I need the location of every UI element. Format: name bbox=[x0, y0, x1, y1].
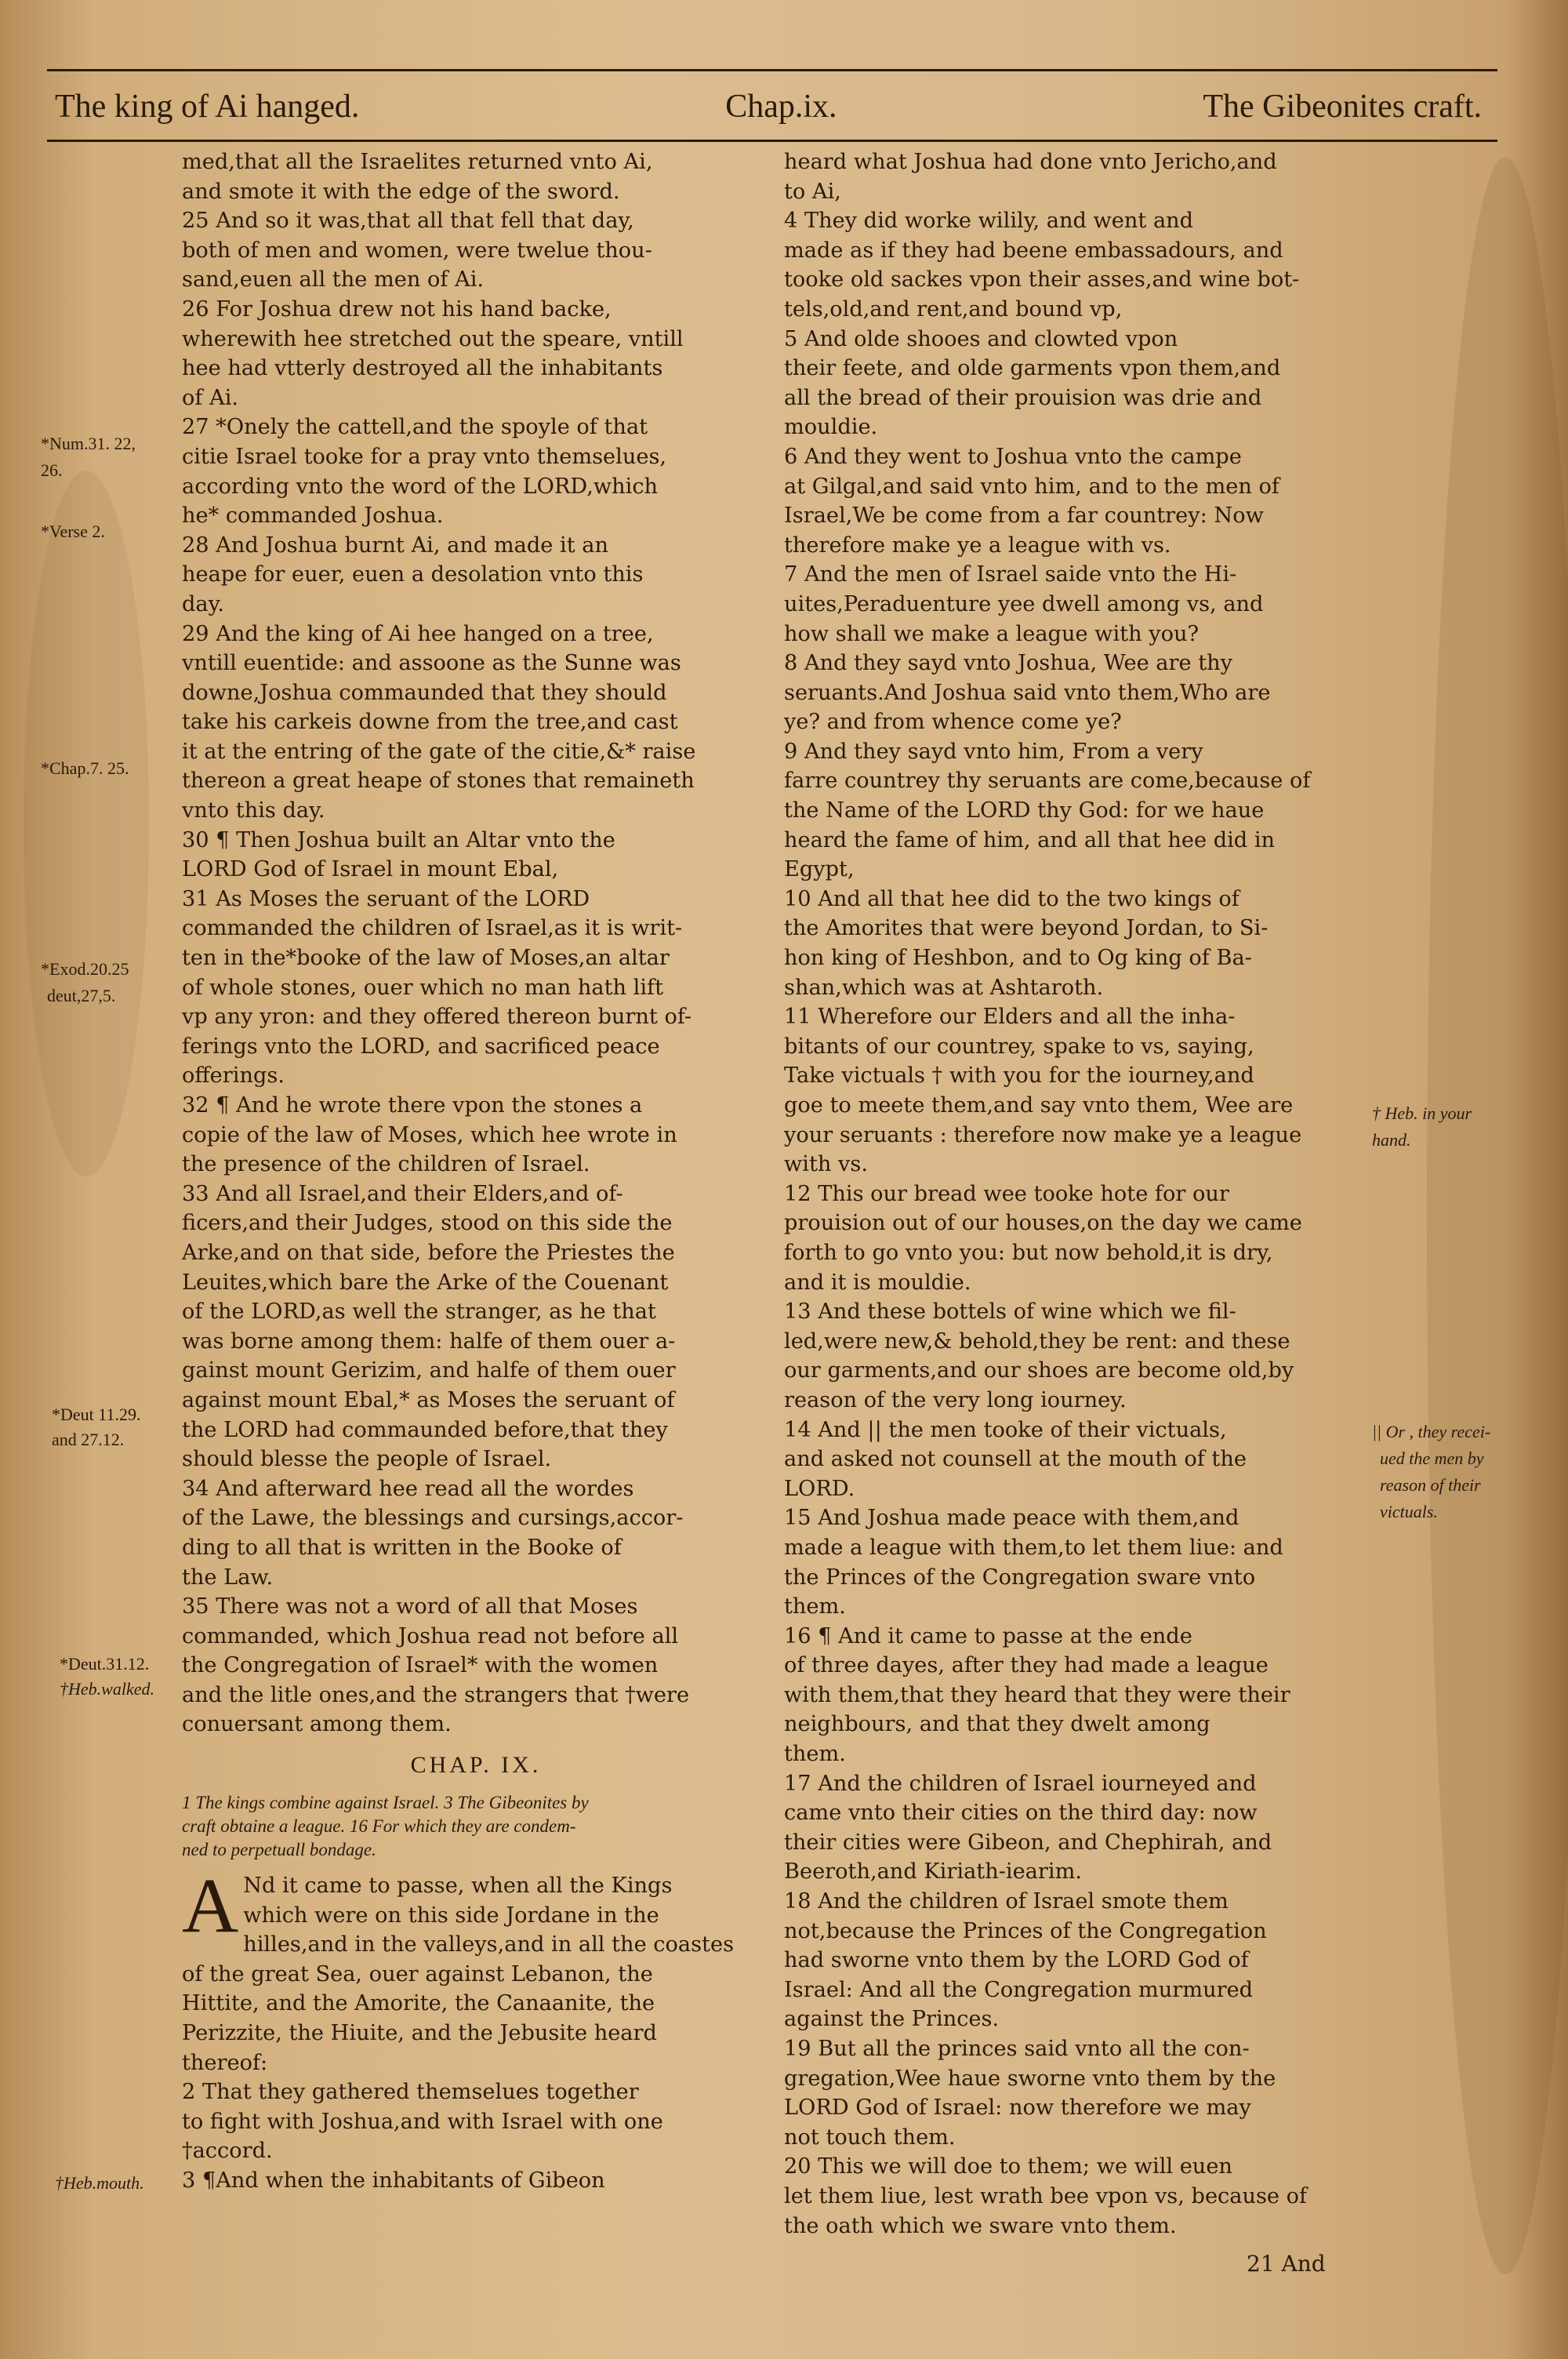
text-line: ding to all that is written in the Booke of bbox=[182, 1535, 622, 1560]
header-center: Chap.ix. bbox=[725, 89, 837, 125]
text-line: the Amorites that were beyond Jordan, to Si- bbox=[784, 916, 1269, 941]
text-line: to Ai, bbox=[784, 179, 841, 204]
text-line: Israel,We be come from a far countrey: Now bbox=[784, 503, 1264, 529]
text-line: commanded, which Joshua read not before all bbox=[182, 1623, 679, 1648]
margin-note: †Heb.walked. bbox=[60, 1679, 154, 1699]
text-line: was borne among them: halfe of them ouer a- bbox=[182, 1329, 676, 1354]
text-line: the Princes of the Congregation sware vnto bbox=[784, 1565, 1256, 1590]
text-line: 13 And these bottels of wine which we fil- bbox=[784, 1299, 1236, 1325]
text-line: Nd it came to passe, when all the Kings bbox=[243, 1874, 673, 1899]
text-line: Perizzite, the Hiuite, and the Jebusite heard bbox=[182, 2021, 657, 2046]
text-line: the oath which we sware vnto them. bbox=[784, 2213, 1177, 2238]
text-line: 14 And || the men tooke of their victuals, bbox=[784, 1417, 1227, 1442]
text-line: day. bbox=[182, 591, 225, 616]
text-line: Hittite, and the Amorite, the Canaanite, the bbox=[182, 1991, 655, 2016]
text-line: 35 There was not a word of all that Moses bbox=[182, 1594, 638, 1619]
text-line: 3 ¶And when the inhabitants of Gibeon bbox=[182, 2168, 605, 2193]
text-line: and it is mouldie. bbox=[784, 1270, 971, 1295]
header-left: The king of Ai hanged. bbox=[55, 89, 360, 125]
text-line: he* commanded Joshua. bbox=[182, 503, 444, 529]
margin-note: || Or , they recei- bbox=[1372, 1422, 1491, 1441]
text-line: of the great Sea, ouer against Lebanon, the bbox=[182, 1961, 653, 1986]
margin-note: *Verse 2. bbox=[41, 522, 105, 541]
chapter-summary bbox=[182, 1791, 770, 1862]
text-line: our garments,and our shoes are become old,by bbox=[784, 1358, 1294, 1383]
margin-note: † Heb. in your bbox=[1372, 1103, 1472, 1123]
text-line: their cities were Gibeon, and Chephirah, and bbox=[784, 1830, 1272, 1855]
text-line: Beeroth,and Kiriath-iearim. bbox=[784, 1859, 1083, 1885]
text-line: the Congregation of Israel* with the women bbox=[182, 1653, 659, 1678]
margin-note: ued the men by bbox=[1380, 1448, 1484, 1468]
text-line: uites,Peraduenture yee dwell among vs, and bbox=[784, 591, 1264, 616]
text-line: it at the entring of the gate of the citie,&* raise bbox=[182, 739, 696, 764]
text-line: ten in the*booke of the law of Moses,an altar bbox=[182, 946, 670, 971]
text-line: thereon a great heape of stones that remaineth bbox=[182, 769, 695, 794]
text-line: against the Princes. bbox=[784, 2007, 1000, 2032]
text-line: to fight with Joshua,and with Israel with one bbox=[182, 2109, 663, 2134]
text-line: 10 And all that hee did to the two kings of bbox=[784, 886, 1240, 911]
margin-note: hand. bbox=[1372, 1130, 1411, 1150]
text-line: Arke,and on that side, before the Priestes the bbox=[182, 1240, 675, 1265]
running-header bbox=[55, 75, 1482, 138]
text-line: 1 The kings combine against Israel. 3 The Gibeonites by bbox=[182, 1793, 589, 1813]
text-line: LORD. bbox=[784, 1476, 855, 1501]
text-line: vntill euentide: and assoone as the Sunne was bbox=[182, 651, 681, 676]
text-line: med,that all the Israelites returned vnto Ai, bbox=[182, 150, 653, 174]
right-column bbox=[784, 147, 1364, 2241]
text-line: LORD God of Israel: now therefore we may bbox=[784, 2095, 1251, 2121]
text-line: at Gilgal,and said vnto him, and to the men of bbox=[784, 474, 1279, 499]
text-line: craft obtaine a league. 16 For which they are condem- bbox=[182, 1816, 576, 1837]
text-line: commanded the children of Israel,as it is writ- bbox=[182, 916, 683, 941]
text-line: Israel: And all the Congregation murmured bbox=[784, 1977, 1254, 2002]
text-line: 8 And they sayd vnto Joshua, Wee are thy bbox=[784, 651, 1233, 676]
text-line: according vnto the word of the LORD,which bbox=[182, 474, 659, 499]
text-line: 2 That they gathered themselues together bbox=[182, 2080, 639, 2105]
text-line: Take victuals † with you for the iourney,and bbox=[784, 1063, 1254, 1089]
text-line: not touch them. bbox=[784, 2125, 956, 2150]
text-line: therefore make ye a league with vs. bbox=[784, 533, 1171, 558]
text-line: ferings vnto the LORD, and sacrificed peace bbox=[182, 1034, 660, 1059]
drop-cap: A bbox=[182, 1862, 239, 1950]
text-line: of the LORD,as well the stranger, as he that bbox=[182, 1299, 656, 1325]
text-line: hon king of Heshbon, and to Og king of Ba- bbox=[784, 946, 1252, 971]
margin-note: reason of their bbox=[1380, 1475, 1481, 1495]
text-line: ye? and from whence come ye? bbox=[784, 710, 1122, 735]
text-line: their feete, and olde garments vpon them,and bbox=[784, 356, 1281, 381]
text-line: tels,old,and rent,and bound vp, bbox=[784, 296, 1123, 322]
chapter-opening bbox=[182, 1862, 770, 2196]
text-line: vnto this day. bbox=[182, 798, 325, 823]
text-line: vp any yron: and they offered thereon burnt of- bbox=[182, 1005, 692, 1030]
text-line: 16 ¶ And it came to passe at the ende bbox=[784, 1623, 1192, 1648]
text-line: heard what Joshua had done vnto Jericho,and bbox=[784, 150, 1277, 174]
margin-note: 26. bbox=[41, 460, 63, 480]
text-line: led,were new,& behold,they be rent: and these bbox=[784, 1329, 1290, 1354]
margin-note: *Exod.20.25 bbox=[41, 959, 129, 979]
text-line: conuersant among them. bbox=[182, 1712, 452, 1737]
text-line: offerings. bbox=[182, 1063, 285, 1089]
text-line: 15 And Joshua made peace with them,and bbox=[784, 1506, 1240, 1531]
text-line: of Ai. bbox=[182, 385, 239, 410]
text-line: heard the fame of him, and all that hee did in bbox=[784, 827, 1276, 852]
text-line: 5 And olde shooes and clowted vpon bbox=[784, 326, 1178, 351]
text-line: heape for euer, euen a desolation vnto this bbox=[182, 562, 644, 587]
text-line: made a league with them,to let them liue: and bbox=[784, 1535, 1283, 1560]
text-line: 17 And the children of Israel iourneyed and bbox=[784, 1771, 1257, 1796]
text-line: reason of the very long iourney. bbox=[784, 1387, 1127, 1412]
text-line: them. bbox=[784, 1742, 846, 1767]
text-line: 18 And the children of Israel smote them bbox=[784, 1889, 1229, 1914]
text-line: and smote it with the edge of the sword. bbox=[182, 179, 620, 204]
text-line: ficers,and their Judges, stood on this side the bbox=[182, 1211, 673, 1236]
text-line: how shall we make a league with you? bbox=[784, 621, 1200, 646]
chapter-heading: CHAP. IX. bbox=[410, 1752, 542, 1779]
text-line: hee had vtterly destroyed all the inhabitants bbox=[182, 356, 663, 381]
text-line: neighbours, and that they dwelt among bbox=[784, 1712, 1210, 1737]
margin-note: deut,27,5. bbox=[47, 986, 116, 1005]
text-line: all the bread of their prouision was drie and bbox=[784, 385, 1262, 410]
text-line: shan,which was at Ashtaroth. bbox=[784, 975, 1104, 1000]
text-line: 4 They did worke wilily, and went and bbox=[784, 209, 1194, 234]
margin-note: victuals. bbox=[1380, 1502, 1438, 1521]
text-line: tooke old sackes vpon their asses,and wine bot- bbox=[784, 267, 1300, 293]
text-line: and the litle ones,and the strangers that †were bbox=[182, 1682, 690, 1707]
text-line: both of men and women, were twelue thou- bbox=[182, 238, 652, 263]
text-line: 25 And so it was,that all that fell that day, bbox=[182, 209, 634, 234]
left-column-text bbox=[182, 147, 770, 1739]
text-line: farre countrey thy seruants are come,because of bbox=[784, 769, 1311, 794]
text-line: 34 And afterward hee read all the wordes bbox=[182, 1476, 634, 1501]
text-line: 26 For Joshua drew not his hand backe, bbox=[182, 296, 612, 322]
margin-note: †Heb.mouth. bbox=[55, 2173, 144, 2193]
text-line: Leuites,which bare the Arke of the Couenant bbox=[182, 1270, 669, 1295]
text-line: the presence of the children of Israel. bbox=[182, 1152, 590, 1177]
header-rule-bottom bbox=[47, 140, 1497, 142]
text-line: seruants.And Joshua said vnto them,Who are bbox=[784, 680, 1271, 705]
text-line: prouision out of our houses,on the day we came bbox=[784, 1211, 1302, 1236]
text-line: with them,that they heard that they were their bbox=[784, 1682, 1290, 1707]
text-line: bitants of our countrey, spake to vs, saying, bbox=[784, 1034, 1254, 1059]
text-line: let them liue, lest wrath bee vpon vs, because of bbox=[784, 2183, 1308, 2208]
margin-note: *Deut 11.29. bbox=[52, 1405, 141, 1424]
text-line: the Law. bbox=[182, 1565, 274, 1590]
text-line: Egypt, bbox=[784, 857, 855, 882]
text-line: 30 ¶ Then Joshua built an Altar vnto the bbox=[182, 827, 615, 852]
page-edge-shadow bbox=[1427, 157, 1568, 2274]
text-line: ned to perpetuall bondage. bbox=[182, 1840, 376, 1860]
margin-note: *Num.31. 22, bbox=[41, 434, 136, 453]
text-line: hilles,and in the valleys,and in all the coastes bbox=[243, 1932, 735, 1957]
text-line: of the Lawe, the blessings and cursings,accor- bbox=[182, 1506, 684, 1531]
page-stain bbox=[24, 471, 149, 1176]
text-line: 9 And they sayd vnto him, From a very bbox=[784, 739, 1203, 764]
text-line: 11 Wherefore our Elders and all the inha- bbox=[784, 1005, 1236, 1030]
text-line: came vnto their cities on the third day: now bbox=[784, 1801, 1258, 1826]
margin-note: and 27.12. bbox=[52, 1430, 125, 1449]
text-line: sand,euen all the men of Ai. bbox=[182, 267, 485, 293]
text-line: 19 But all the princes said vnto all the con- bbox=[784, 2037, 1250, 2061]
margin-note: *Chap.7. 25. bbox=[41, 758, 129, 778]
text-line: 6 And they went to Joshua vnto the campe bbox=[784, 444, 1242, 469]
text-line: with vs. bbox=[784, 1152, 868, 1177]
text-line: downe,Joshua commaunded that they should bbox=[182, 680, 667, 705]
text-line: the LORD had commaunded before,that they bbox=[182, 1417, 668, 1442]
text-line: against mount Ebal,* as Moses the seruant of bbox=[182, 1387, 675, 1412]
text-line: 29 And the king of Ai hee hanged on a tree, bbox=[182, 621, 654, 646]
text-line: 12 This our bread wee tooke hote for our bbox=[784, 1181, 1229, 1206]
text-line: 27 *Onely the cattell,and the spoyle of that bbox=[182, 415, 648, 440]
left-column bbox=[182, 147, 770, 2196]
text-line: citie Israel tooke for a pray vnto themselues, bbox=[182, 444, 667, 469]
text-line: mouldie. bbox=[784, 415, 878, 440]
text-line: and asked not counsell at the mouth of the bbox=[784, 1447, 1247, 1472]
text-line: thereof: bbox=[182, 2050, 268, 2075]
text-line: goe to meete them,and say vnto them, Wee are bbox=[784, 1093, 1294, 1118]
text-line: of whole stones, ouer which no man hath lift bbox=[182, 975, 664, 1000]
text-line: LORD God of Israel in mount Ebal, bbox=[182, 857, 559, 882]
text-line: of three dayes, after they had made a league bbox=[784, 1653, 1269, 1678]
text-line: 7 And the men of Israel saide vnto the Hi- bbox=[784, 562, 1237, 587]
text-line: should blesse the people of Israel. bbox=[182, 1447, 552, 1472]
text-line: take his carkeis downe from the tree,and cast bbox=[182, 710, 678, 735]
text-line: 31 As Moses the seruant of the LORD bbox=[182, 886, 590, 911]
catchword: 21 And bbox=[1247, 2251, 1326, 2277]
text-line: had sworne vnto them by the LORD God of bbox=[784, 1948, 1249, 1973]
text-line: gainst mount Gerizim, and halfe of them ouer bbox=[182, 1358, 676, 1383]
text-line: them. bbox=[784, 1594, 846, 1619]
text-line: gregation,Wee haue sworne vnto them by the bbox=[784, 2066, 1276, 2091]
text-line: 28 And Joshua burnt Ai, and made it an bbox=[182, 533, 608, 558]
text-line: forth to go vnto you: but now behold,it is dry, bbox=[784, 1240, 1273, 1265]
text-line: wherewith hee stretched out the speare, vntill bbox=[182, 326, 684, 351]
text-line: 20 This we will doe to them; we will euen bbox=[784, 2154, 1232, 2179]
text-line: your seruants : therefore now make ye a league bbox=[784, 1122, 1302, 1147]
text-line: 33 And all Israel,and their Elders,and of- bbox=[182, 1181, 623, 1206]
text-line: copie of the law of Moses, which hee wrote in bbox=[182, 1122, 677, 1147]
header-right: The Gibeonites craft. bbox=[1203, 89, 1482, 125]
header-rule-top bbox=[47, 69, 1497, 71]
text-line: 32 ¶ And he wrote there vpon the stones a bbox=[182, 1093, 643, 1118]
text-line: not,because the Princes of the Congregation bbox=[784, 1918, 1267, 1943]
text-line: the Name of the LORD thy God: for we haue bbox=[784, 798, 1265, 823]
margin-note: *Deut.31.12. bbox=[60, 1654, 150, 1674]
text-line: †accord. bbox=[182, 2139, 273, 2164]
text-line: made as if they had beene embassadours, and bbox=[784, 238, 1283, 263]
text-line: which were on this side Jordane in the bbox=[243, 1903, 659, 1928]
